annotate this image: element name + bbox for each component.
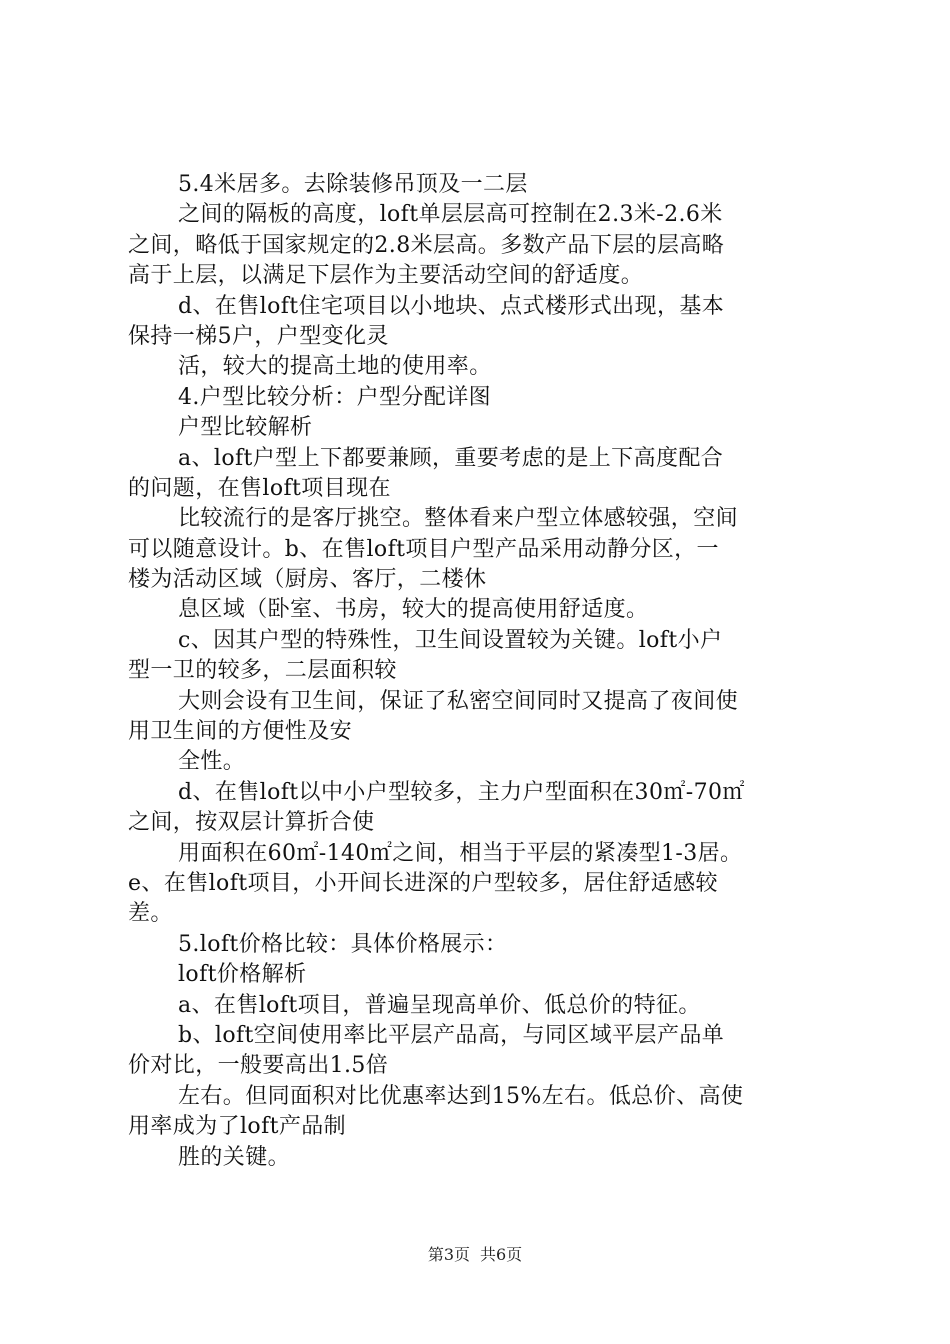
text-line: 高于上层，以满足下层作为主要活动空间的舒适度。	[128, 263, 644, 289]
text-line: 胜的关键。	[178, 1144, 291, 1170]
text-line: 可以随意设计。b、在售loft项目户型产品采用动静分区，一	[128, 536, 719, 562]
text-line: 大则会设有卫生间，保证了私密空间同时又提高了夜间使	[178, 688, 739, 714]
document-body	[128, 170, 840, 1173]
text-line: 用面积在60㎡-140㎡之间，相当于平层的紧凑型1-3居。	[178, 840, 743, 866]
text-line: 比较流行的是客厅挑空。整体看来户型立体感较强，空间	[178, 506, 739, 532]
page-footer	[0, 1244, 950, 1266]
text-line: 户型比较解析	[178, 415, 313, 441]
text-line: 价对比，一般要高出1.5倍	[128, 1053, 389, 1079]
text-line: a、loft户型上下都要兼顾，重要考虑的是上下高度配合	[178, 445, 724, 471]
text-line: c、因其户型的特殊性，卫生间设置较为关键。loft小户	[178, 627, 723, 653]
text-line: 5.loft价格比较：具体价格展示：	[178, 931, 508, 957]
text-line: 左右。但同面积对比优惠率达到15%左右。低总价、高使	[178, 1083, 744, 1109]
text-line: 型一卫的较多，二层面积较	[128, 658, 397, 684]
text-line: a、在售loft项目，普遍呈现高单价、低总价的特征。	[178, 992, 701, 1018]
text-line: 全性。	[178, 749, 246, 775]
text-line: 5.4米居多。去除装修吊顶及一二层	[178, 172, 528, 197]
text-line: 用率成为了loft产品制	[128, 1114, 347, 1140]
text-line: 4.户型比较分析：户型分配详图	[178, 384, 491, 410]
text-line: 差。	[128, 901, 173, 927]
text-line: 之间的隔板的高度，loft单层层高可控制在2.3米-2.6米	[178, 202, 723, 228]
text-line: 楼为活动区域（厨房、客厅，二楼休	[128, 567, 487, 593]
text-line: 之间，略低于国家规定的2.8米层高。多数产品下层的层高略	[128, 232, 725, 258]
text-line: 保持一梯5户，户型变化灵	[128, 323, 389, 349]
text-line: loft价格解析	[178, 962, 307, 988]
text-line: 的问题，在售loft项目现在	[128, 475, 391, 501]
text-line: e、在售loft项目，小开间长进深的户型较多，居住舒适感较	[128, 870, 718, 896]
text-line: 息区域（卧室、书房，较大的提高使用舒适度。	[178, 597, 649, 623]
page-number: 第3页	[427, 1245, 470, 1264]
page-total: 共6页	[480, 1245, 523, 1264]
text-line: 之间，按双层计算折合使	[128, 810, 375, 836]
text-line: d、在售loft住宅项目以小地块、点式楼形式出现，基本	[178, 293, 725, 319]
text-line: 活，较大的提高土地的使用率。	[178, 354, 492, 380]
text-line: b、loft空间使用率比平层产品高，与同区域平层产品单	[178, 1022, 725, 1048]
text-line: 用卫生间的方便性及安	[128, 719, 353, 745]
text-line: d、在售loft以中小户型较多，主力户型面积在30㎡-70㎡	[178, 779, 745, 805]
